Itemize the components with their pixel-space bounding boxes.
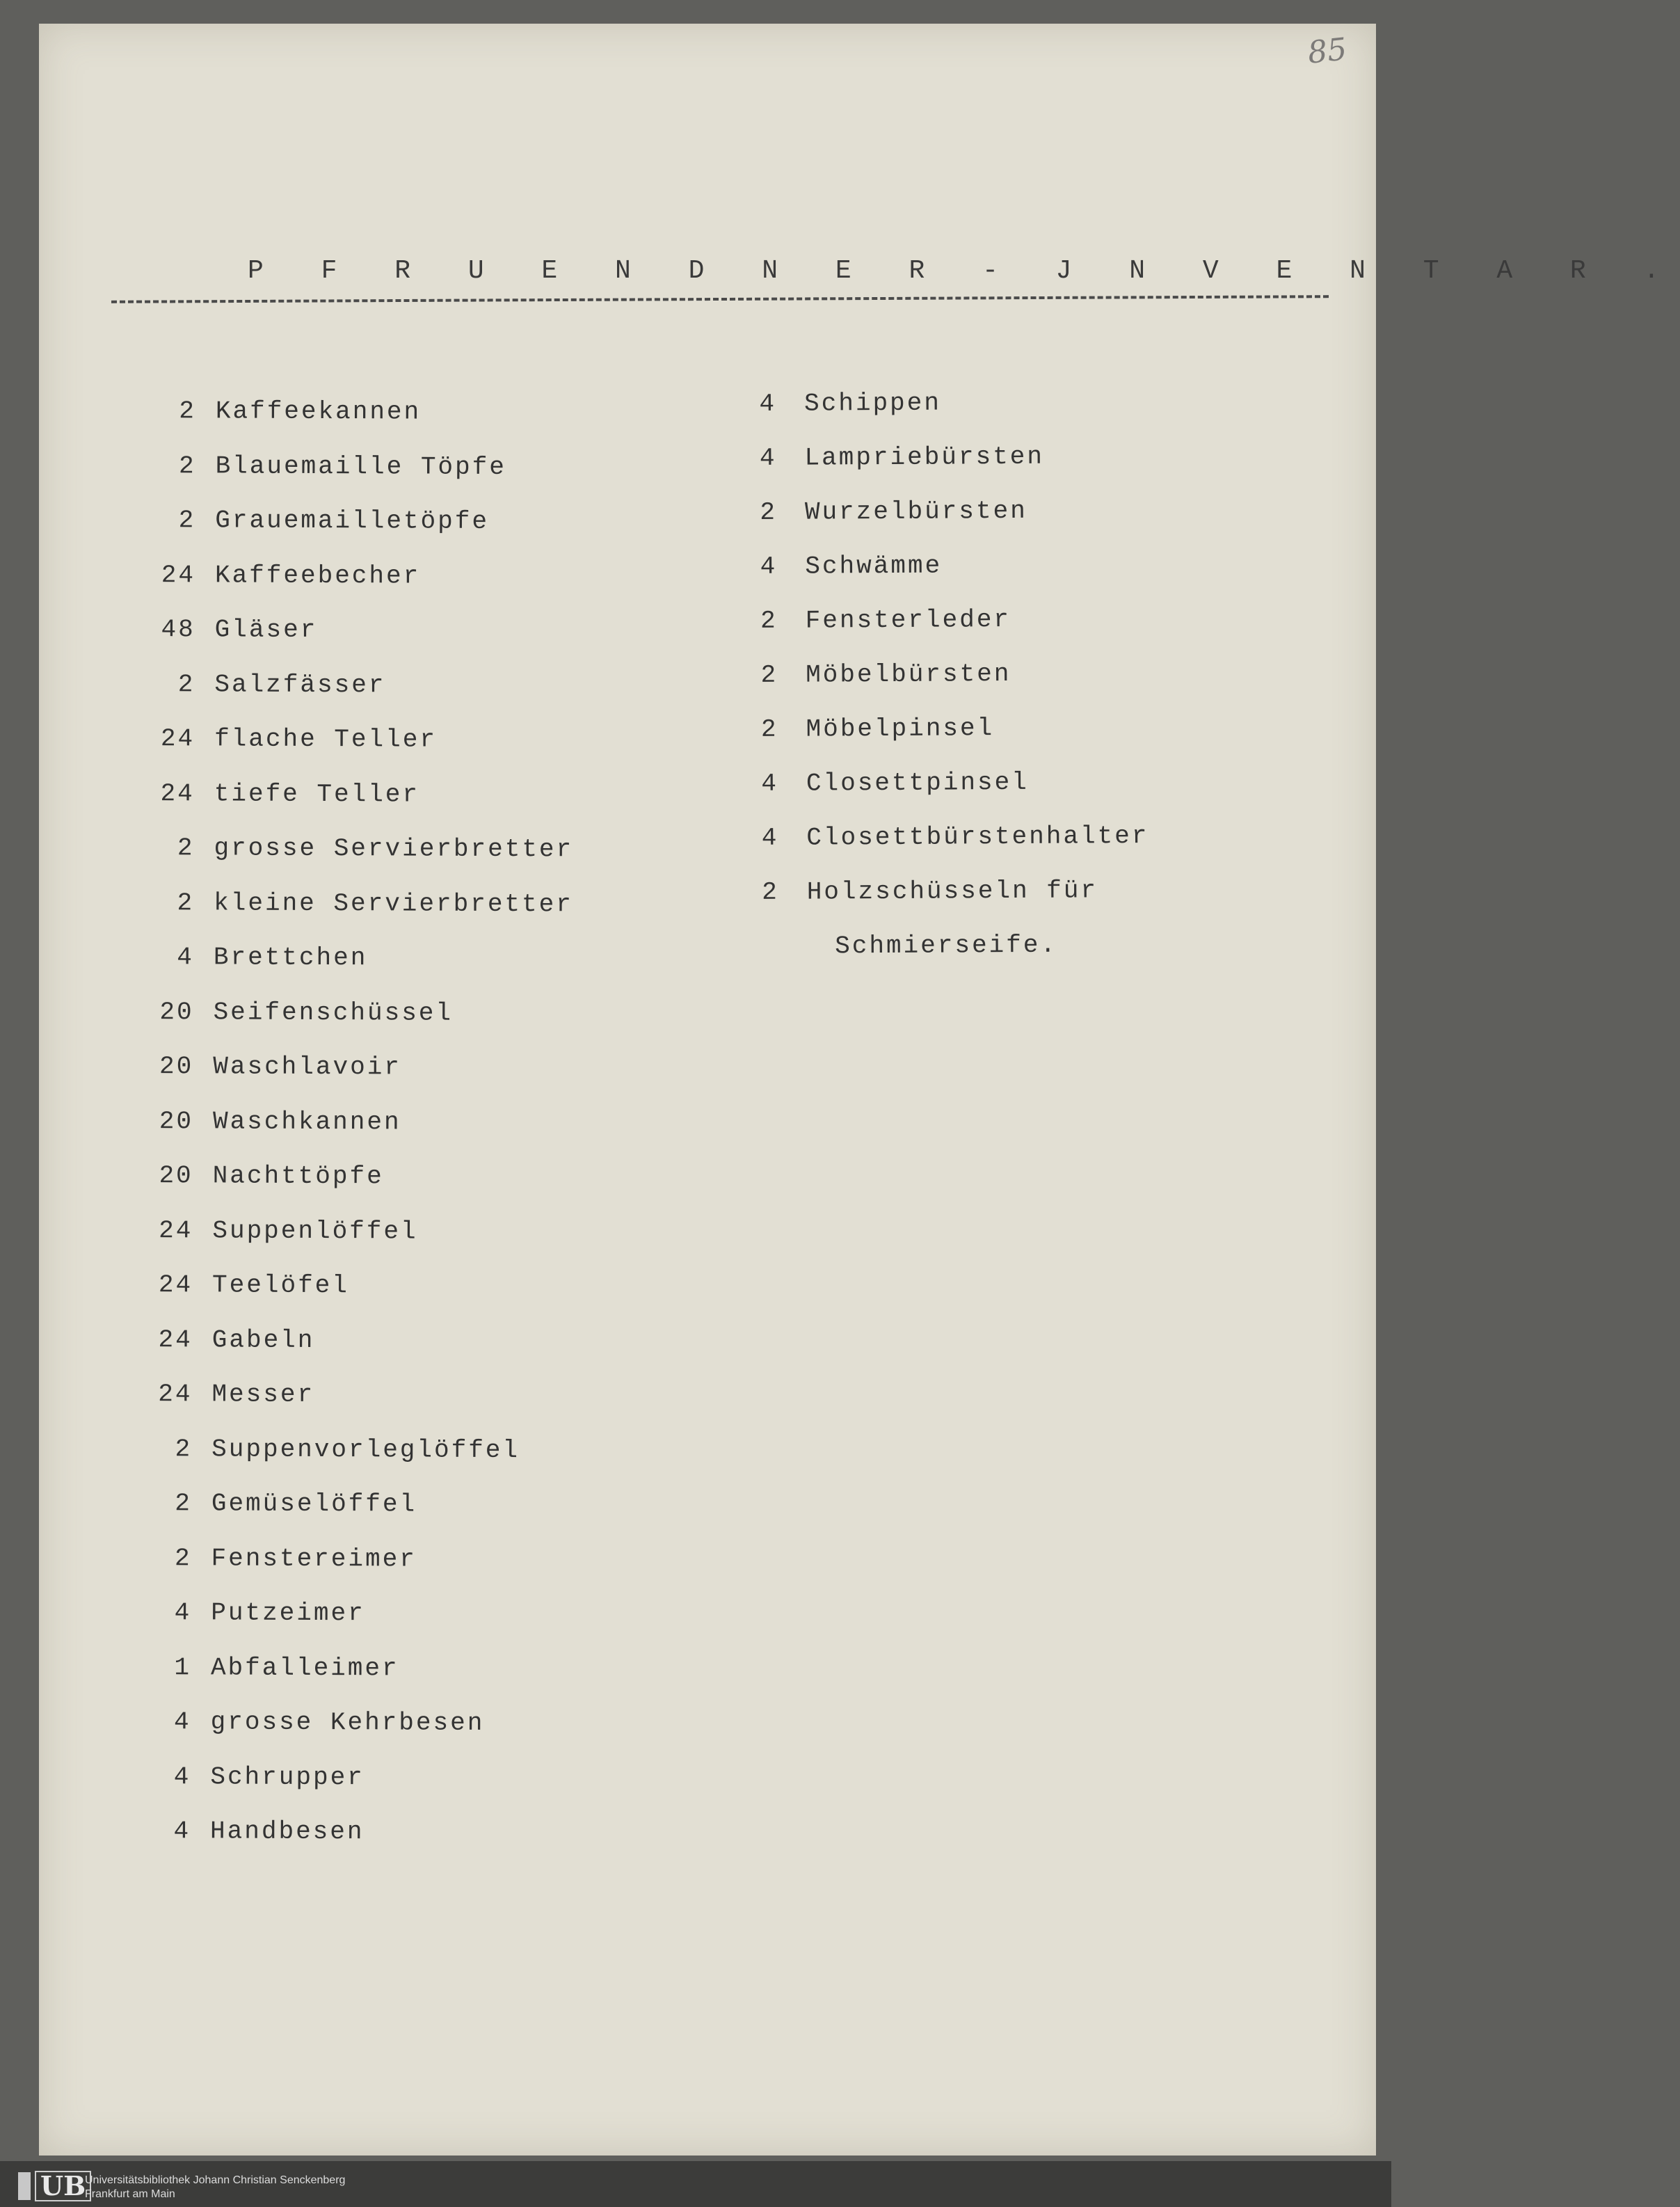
- item-quantity: 2: [762, 877, 779, 907]
- inventory-item: [753, 822, 1149, 878]
- item-name: Waschlavoir: [213, 1052, 402, 1082]
- item-name: Gabeln: [211, 1325, 315, 1355]
- item-name: Kaffeekannen: [215, 397, 422, 427]
- item-name: Schwämme: [805, 551, 943, 581]
- item-name: Closettpinsel: [806, 767, 1029, 798]
- item-name: Salzfässer: [214, 669, 386, 699]
- item-quantity: 24: [161, 560, 196, 589]
- inventory-item: [135, 1380, 571, 1436]
- item-quantity: 4: [173, 1707, 191, 1737]
- item-name: Abfalleimer: [210, 1652, 399, 1682]
- item-quantity: 20: [159, 1161, 193, 1190]
- footer-credit: [85, 2174, 345, 2201]
- inventory-item: [134, 1707, 570, 1764]
- inventory-item: [134, 1543, 570, 1600]
- item-quantity: 24: [160, 724, 195, 754]
- inventory-item: [136, 1216, 572, 1272]
- item-name: Handbesen: [210, 1817, 365, 1847]
- inventory-item: [134, 1762, 570, 1818]
- item-name: Putzeimer: [211, 1598, 365, 1628]
- item-quantity: 4: [761, 769, 779, 798]
- item-name: Fensterleder: [805, 605, 1011, 635]
- inventory-item: [751, 442, 1146, 498]
- item-quantity: 20: [159, 1106, 194, 1136]
- item-quantity: 4: [177, 943, 194, 972]
- item-name: Wurzelbürsten: [804, 496, 1027, 527]
- item-name: Brettchen: [213, 943, 368, 973]
- item-quantity: 2: [175, 1489, 192, 1518]
- item-quantity: 4: [759, 443, 777, 472]
- item-name: Schippen: [803, 388, 942, 418]
- item-name: grosse Servierbretter: [214, 834, 574, 864]
- item-quantity: 4: [759, 389, 777, 418]
- item-quantity: 4: [760, 552, 778, 581]
- item-quantity: 20: [159, 1052, 194, 1081]
- item-quantity: 2: [178, 506, 196, 535]
- item-name: Messer: [211, 1380, 315, 1409]
- inventory-item: [137, 834, 573, 890]
- item-quantity: 2: [178, 451, 196, 480]
- inventory-item: [135, 1489, 571, 1545]
- item-quantity: 20: [159, 997, 194, 1026]
- inventory-item: [753, 605, 1148, 661]
- inventory-item: [138, 451, 575, 507]
- item-name: Suppenlöffel: [212, 1216, 418, 1246]
- inventory-item: [138, 560, 575, 616]
- item-quantity: 4: [174, 1598, 192, 1627]
- item-name: Closettbürstenhalter: [806, 822, 1149, 852]
- inventory-item: [136, 997, 573, 1053]
- inventory-item: [136, 1106, 573, 1163]
- item-name: Fenstereimer: [211, 1543, 417, 1574]
- item-name: Teelöfel: [212, 1270, 350, 1300]
- item-quantity: 2: [177, 669, 195, 699]
- right-inventory-column: [751, 388, 1150, 987]
- inventory-item: [753, 659, 1148, 715]
- item-name: flache Teller: [214, 724, 438, 754]
- item-quantity: 4: [173, 1762, 191, 1791]
- item-name: Waschkannen: [212, 1106, 401, 1136]
- inventory-item: [135, 1434, 571, 1490]
- item-name: Möbelpinsel: [806, 714, 995, 744]
- item-name: grosse Kehrbesen: [210, 1707, 485, 1737]
- inventory-item: [752, 550, 1147, 607]
- item-name: Gemüselöffel: [211, 1489, 417, 1519]
- inventory-item: [137, 943, 573, 999]
- item-quantity: 2: [760, 715, 778, 744]
- item-name-continuation: Schmierseife.: [835, 930, 1058, 961]
- inventory-item: [134, 1598, 570, 1655]
- item-quantity: 4: [761, 823, 779, 852]
- item-quantity: 2: [177, 888, 195, 917]
- item-quantity: 2: [760, 497, 778, 527]
- footer-line-city: Frankfurt am Main: [85, 2188, 175, 2200]
- library-logo: [18, 2171, 91, 2201]
- logo-text: UB: [35, 2171, 91, 2201]
- item-quantity: 24: [158, 1380, 193, 1409]
- item-quantity: 2: [760, 660, 778, 690]
- inventory-item: [138, 724, 574, 781]
- item-name: Schrupper: [210, 1762, 365, 1792]
- inventory-item: [751, 388, 1146, 444]
- item-name: Gläser: [214, 615, 318, 644]
- inventory-item: [134, 1817, 570, 1873]
- inventory-item: [138, 779, 574, 835]
- inventory-item-continuation: [754, 930, 1149, 987]
- footer-line-library: Universitätsbibliothek Johann Christian Senckenberg: [85, 2174, 346, 2186]
- item-quantity: 24: [159, 1216, 193, 1245]
- item-name: Möbelbürsten: [806, 660, 1011, 690]
- inventory-item: [138, 669, 574, 726]
- inventory-item: [136, 1161, 572, 1218]
- item-name: Blauemaille Töpfe: [215, 451, 506, 481]
- inventory-item: [138, 615, 574, 671]
- item-quantity: 2: [175, 1434, 193, 1463]
- item-quantity: 4: [173, 1817, 191, 1846]
- item-quantity: 24: [160, 779, 195, 808]
- item-name: Grauemailletöpfe: [215, 506, 490, 536]
- inventory-item: [753, 767, 1149, 824]
- inventory-item: [139, 397, 575, 453]
- folio-number: 85: [1306, 31, 1349, 71]
- inventory-item: [136, 1052, 573, 1108]
- inventory-item: [138, 506, 575, 562]
- inventory-item: [136, 1270, 572, 1327]
- item-quantity: 2: [174, 1543, 192, 1572]
- page-title: P F R U E N D N E R - J N V E N T A R .: [248, 256, 1680, 286]
- inventory-item: [752, 496, 1147, 552]
- item-name: Lampriebürsten: [804, 442, 1045, 472]
- item-quantity: 2: [177, 834, 195, 863]
- item-quantity: 24: [158, 1270, 193, 1300]
- inventory-item: [137, 888, 573, 944]
- item-quantity: 48: [161, 615, 195, 644]
- item-name: Suppenvorleglöffel: [211, 1434, 520, 1465]
- left-inventory-column: [134, 397, 575, 1873]
- inventory-item: [754, 876, 1149, 932]
- item-name: kleine Servierbretter: [214, 888, 573, 918]
- item-name: tiefe Teller: [214, 779, 420, 809]
- item-quantity: 2: [179, 397, 196, 426]
- item-name: Nachttöpfe: [212, 1161, 384, 1191]
- item-quantity: 1: [174, 1652, 192, 1682]
- logo-mark-icon: [18, 2172, 31, 2200]
- inventory-item: [136, 1325, 572, 1381]
- item-name: Kaffeebecher: [214, 560, 421, 591]
- item-quantity: 2: [760, 606, 778, 635]
- inventory-item: [753, 713, 1148, 770]
- item-quantity: 24: [158, 1325, 193, 1354]
- inventory-item: [134, 1652, 570, 1709]
- item-name: Holzschüsseln für: [806, 876, 1098, 907]
- item-name: Seifenschüssel: [213, 997, 454, 1028]
